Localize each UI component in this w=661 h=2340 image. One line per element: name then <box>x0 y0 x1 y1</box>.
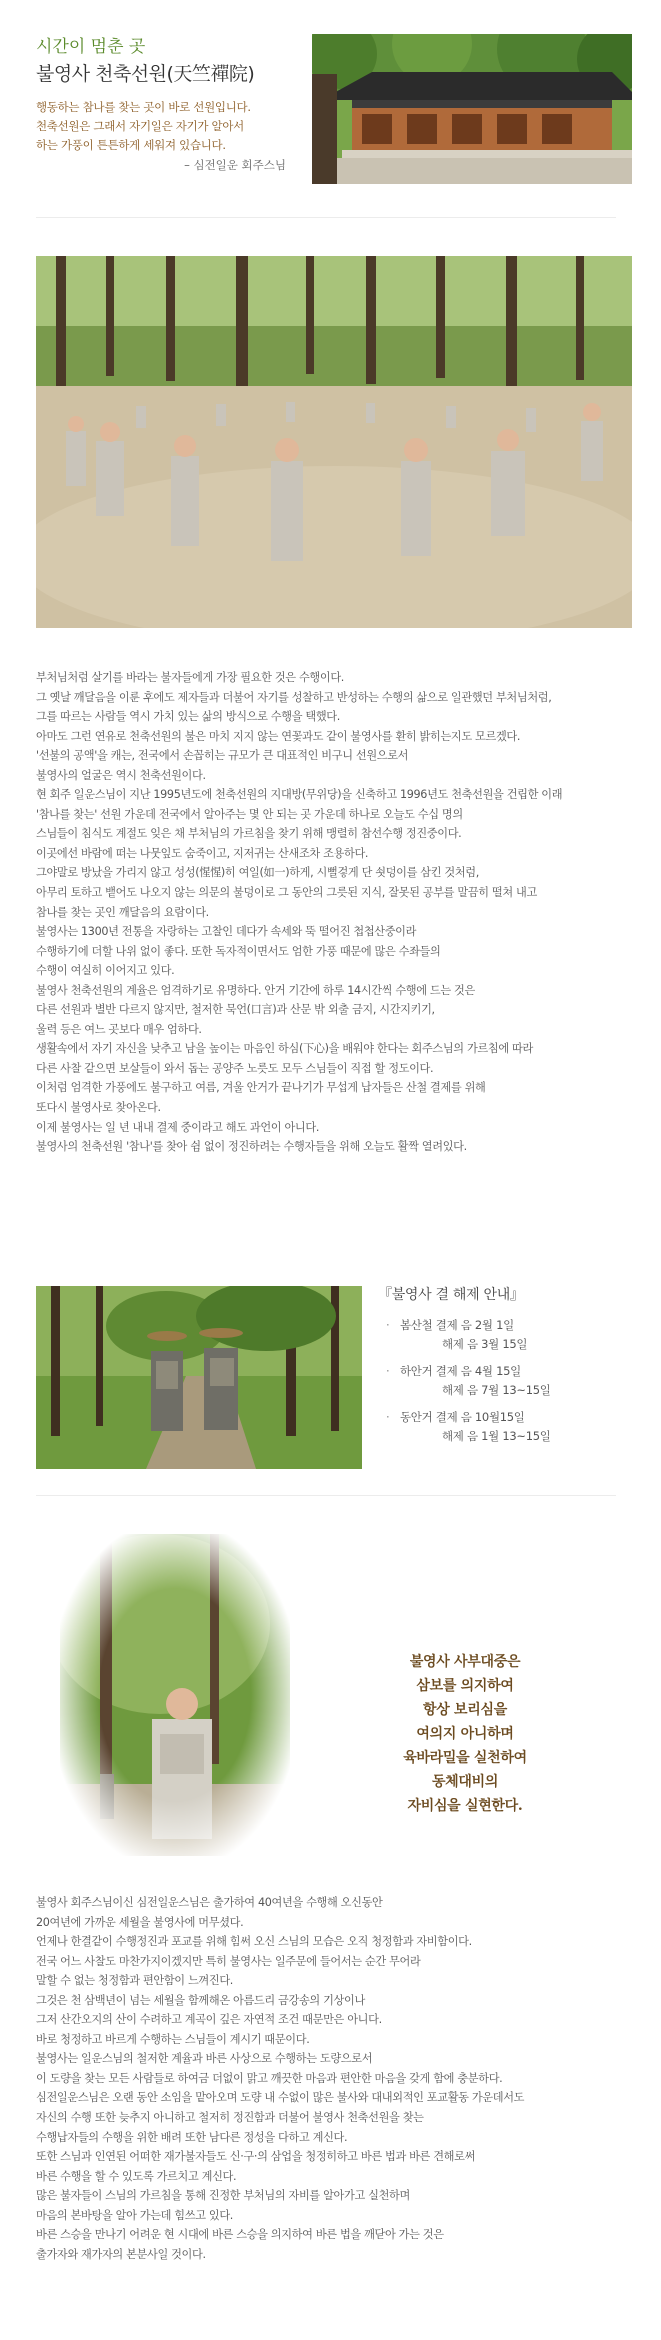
text-line: 불영사 회주스님이신 심전일운스님은 출가하여 40여년을 수행해 오신동안 <box>36 1896 383 1909</box>
bullet-icon: · <box>386 1318 390 1332</box>
text-line: 스님들이 침식도 계절도 잊은 채 부처님의 가르침을 찾기 위해 맹렬히 참선수행 정진중이다. <box>36 827 462 841</box>
text-line: 수행납자들의 수행을 위한 배려 또한 남다른 정성을 다하고 계신다. <box>36 2130 348 2144</box>
text-line: 또한 스님과 인연된 어떠한 재가불자들도 신·구·의 삼업을 청정히하고 바른 법과 바른 견해로써 <box>36 2150 476 2164</box>
text-line: 많은 불자들이 스님의 가르침을 통해 진정한 부처님의 자비를 알아가고 실천하며 <box>36 2189 410 2203</box>
text-line: 그야말로 방났을 가리지 않고 성성(惺惺)히 여일(如一)하게, 시뻘겋게 단 쇳덩이를 삼킨 것처럼, <box>36 866 479 880</box>
header-quote <box>36 98 286 155</box>
text-line: 불영사는 일운스님의 철저한 계율과 바른 사상으로 수행하는 도량으로서 <box>36 2052 373 2066</box>
text-line: 20여년에 가까운 세월을 불영사에 머무셨다. <box>36 1915 244 1929</box>
vow-line: 항상 보리심을 <box>423 1702 507 1718</box>
text-line: 참나를 찾는 곳인 깨달음의 요람이다. <box>36 905 209 919</box>
text-line: 바로 청정하고 바르게 수행하는 스님들이 계시기 때문이다. <box>36 2032 310 2046</box>
text-line: 전국 어느 사찰도 마찬가지이겠지만 특히 불영사는 일주문에 들어서는 순간 무어라 <box>36 1954 421 1968</box>
text-line: 그 옛날 깨달음을 이룬 후에도 제자들과 더불어 자기를 성찰하고 반성하는 수행의 삶으로 일관했던 부처님처럼, <box>36 690 552 704</box>
schedule-line: 해제 음 7월 13~15일 <box>442 1383 551 1397</box>
text-line: 아마도 그런 연유로 천축선원의 불은 마치 지지 않는 연꽃과도 같이 불영사를 환히 밝히는지도 모르겠다. <box>36 729 521 743</box>
temple-hall-photo <box>312 34 632 184</box>
schedule-item <box>378 1408 628 1446</box>
vow-line: 육바라밀을 실천하여 <box>403 1750 527 1766</box>
divider <box>36 1495 616 1496</box>
vow-line: 불영사 사부대중은 <box>409 1654 521 1670</box>
text-line: 수행이 여실히 이어지고 있다. <box>36 964 175 978</box>
abbess-portrait-photo <box>60 1534 290 1856</box>
bullet-icon: · <box>386 1410 390 1424</box>
text-line: 자신의 수행 또한 늦추지 아니하고 철저히 정진함과 더불어 불영사 천축선원을 찾는 <box>36 2111 424 2125</box>
text-line: 이 도량을 찾는 모든 사람들로 하여금 더없이 맑고 깨끗한 마음과 편안한 마음을 갖게 함에 충분하다. <box>36 2071 503 2085</box>
text-line: 바른 수행을 할 수 있도록 가르치고 계신다. <box>36 2169 237 2183</box>
text-line: 이곳에선 바람에 떠는 나뭇잎도 숨죽이고, 지저귀는 산새조차 조용하다. <box>36 846 369 860</box>
text-line: 울력 등은 여느 곳보다 매우 엄하다. <box>36 1022 202 1036</box>
text-line: 불영사의 천축선원 '참나'를 찾아 쉼 없이 정진하려는 수행자들을 위해 오늘도 활짝 열려있다. <box>36 1140 467 1154</box>
walking-meditation-photo <box>36 256 632 628</box>
vow-line: 삼보를 의지하여 <box>416 1678 514 1694</box>
text-line: 심전일운스님은 오랜 동안 소임을 맡아오며 도량 내 수없이 많은 불사와 대내외적인 포교활동 가운데서도 <box>36 2091 525 2105</box>
bullet-icon: · <box>386 1364 390 1378</box>
text-line: 말할 수 없는 청정함과 편안함이 느껴진다. <box>36 1974 234 1988</box>
text-line: 현 회주 일운스님이 지난 1995년도에 천축선원의 지대방(무위당)을 신축하고 1996년도 천축선원을 건립한 이래 <box>36 788 563 802</box>
forest-path-photo <box>36 1286 362 1469</box>
vow-line: 자비심을 실현한다. <box>407 1798 523 1814</box>
schedule-line: 동안거 결제 음 10월15일 <box>400 1410 525 1424</box>
page-title: 불영사 천축선원(天竺禪院) <box>36 63 255 85</box>
schedule-line: 해제 음 1월 13~15일 <box>442 1429 551 1443</box>
text-line: 생활속에서 자기 자신을 낮추고 남을 높이는 마음인 하심(下心)을 배워야 한다는 회주스님의 가르침에 따라 <box>36 1042 533 1056</box>
vow-text <box>340 1650 590 1818</box>
text-line: 출가자와 재가자의 본분사일 것이다. <box>36 2247 206 2261</box>
notice-title: 『불영사 결 해제 안내』 <box>378 1287 524 1303</box>
schedule-item <box>378 1362 628 1400</box>
text-line: 바른 스승을 만나기 어려운 현 시대에 바른 스승을 의지하여 바른 법을 깨닫아 가는 것은 <box>36 2228 444 2242</box>
schedule-line: 해제 음 3월 15일 <box>442 1337 528 1351</box>
body-text-2 <box>36 1893 636 2264</box>
body-text-1 <box>36 668 636 1157</box>
text-line: 그저 산간오지의 산이 수려하고 계곡이 깊은 자연적 조건 때문만은 아니다. <box>36 2013 382 2027</box>
quote-line: 천축선원은 그래서 자기일은 자기가 알아서 <box>36 119 244 133</box>
text-line: 마음의 본바탕을 알아 가는데 힘쓰고 있다. <box>36 2208 234 2222</box>
text-line: 다른 사찰 같으면 보살들이 와서 돕는 공양주 노릇도 모두 스님들이 직접 할 정도이다. <box>36 1061 434 1075</box>
retreat-schedule-notice <box>378 1284 628 1454</box>
vow-line: 동체대비의 <box>431 1774 499 1790</box>
text-line: 수행하기에 더할 나위 없이 좋다. 또한 독자적이면서도 엄한 가풍 때문에 많은 수좌들의 <box>36 944 441 958</box>
quote-author: – 심전일운 회주스님 <box>184 158 286 172</box>
header-kicker: 시간이 멈춘 곳 <box>36 37 146 57</box>
text-line: 또다시 불영사로 찾아온다. <box>36 1101 161 1115</box>
schedule-line: 하안거 결제 음 4월 15일 <box>400 1364 521 1378</box>
divider <box>36 217 616 218</box>
text-line: 불영사 천축선원의 계율은 엄격하기로 유명하다. 안거 기간에 하루 14시간씩 수행에 드는 것은 <box>36 983 475 997</box>
schedule-item <box>378 1316 628 1354</box>
schedule-line: 봄산철 결제 음 2월 1일 <box>400 1318 514 1332</box>
text-line: 이처럼 엄격한 가풍에도 불구하고 여름, 겨울 안거가 끝나기가 무섭게 납자들은 산철 결제를 위해 <box>36 1081 486 1095</box>
text-line: 부처님처럼 살기를 바라는 불자들에게 가장 필요한 것은 수행이다. <box>36 671 344 684</box>
vow-line: 여의지 아니하며 <box>416 1726 514 1742</box>
text-line: 언제나 한결같이 수행정진과 포교를 위해 힘써 오신 스님의 모습은 오직 청정함과 자비함이다. <box>36 1935 472 1949</box>
text-line: 아무리 토하고 뱉어도 나오지 않는 의문의 불덩이로 그 동안의 그릇된 지식, 잘못된 공부를 말끔히 떨쳐 내고 <box>36 886 537 900</box>
quote-line: 행동하는 참나를 찾는 곳이 바로 선원입니다. <box>36 100 251 114</box>
text-line: 불영사의 얼굴은 역시 천축선원이다. <box>36 768 206 782</box>
text-line: 그를 따르는 사람들 역시 가치 있는 삶의 방식으로 수행을 택했다. <box>36 710 340 724</box>
text-line: '참나를 찾는' 선원 가운데 전국에서 알아주는 몇 안 되는 곳 가운데 하나로 오늘도 수십 명의 <box>36 807 463 821</box>
text-line: '선불의 공액'을 캐는, 전국에서 손꼽히는 규모가 큰 대표적인 비구니 선원으로서 <box>36 749 409 763</box>
quote-line: 하는 가풍이 튼튼하게 세워져 있습니다. <box>36 138 226 152</box>
text-line: 이제 불영사는 일 년 내내 결제 중이라고 해도 과언이 아니다. <box>36 1120 320 1134</box>
text-line: 그것은 천 삼백년이 넘는 세월을 함께해온 아름드리 금강송의 기상이나 <box>36 1993 365 2007</box>
text-line: 불영사는 1300년 전통을 자랑하는 고찰인 데다가 속세와 뚝 떨어진 첩첩산중이라 <box>36 925 417 939</box>
text-line: 다른 선원과 별반 다르지 않지만, 철저한 묵언(口言)과 산문 밖 외출 금지, 시간지키기, <box>36 1003 435 1017</box>
header-intro <box>36 36 286 174</box>
